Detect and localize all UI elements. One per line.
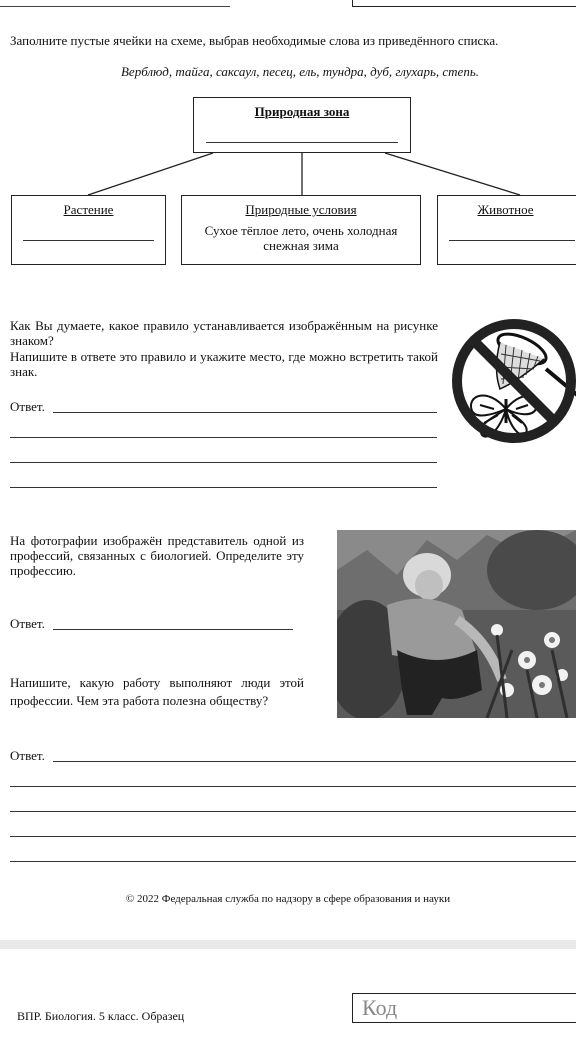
answer-line[interactable] [10, 487, 437, 488]
answer-line[interactable] [53, 761, 576, 762]
scheme-connectors [0, 150, 576, 200]
task-instruction: Заполните пустые ячейки на схеме, выбрав необходимые слова из приведённого списка. [10, 33, 499, 48]
footer-label: ВПР. Биология. 5 класс. Образец [17, 1009, 185, 1023]
answer-line[interactable] [53, 412, 437, 413]
scheme-right-box [437, 195, 576, 265]
answer-line[interactable] [10, 437, 437, 438]
code-field[interactable]: Код [352, 993, 576, 1023]
answer-line[interactable] [10, 861, 576, 862]
scheme-top-box [193, 97, 411, 153]
no-butterfly-catching-sign-icon [448, 309, 576, 457]
question-1-text-2: Напишите в ответе это правило и укажите место, где можно встретить такой знак. [10, 349, 438, 379]
word-list: Верблюд, тайга, саксаул, песец, ель, тундра, дуб, глухарь, степь. [120, 64, 479, 79]
question-1-text: Как Вы думаете, какое правило устанавливается изображённым на рисунке знаком? [10, 318, 438, 348]
question-3-answer-label: Ответ. [10, 748, 45, 763]
question-2-answer-label: Ответ. [10, 616, 45, 631]
question-2-text: На фотографии изображён представитель одной из профессий, связанных с биологией. Определите эту профессию. [10, 533, 304, 578]
scheme-center-text: Сухое тёплое лето, очень холодная снежная зима [204, 223, 398, 253]
previous-box-edge [352, 0, 576, 7]
gardener-photo [337, 530, 576, 718]
scheme-right-title: Животное [477, 202, 534, 217]
question-1-answer-label: Ответ. [10, 399, 45, 414]
question-3-text: Напишите, какую работу выполняют люди этой профессии. Чем эта работа полезна обществу? [10, 675, 304, 708]
scheme-center-box [181, 195, 421, 265]
copyright-notice: © 2022 Федеральная служба по надзору в сфере образования и науки [125, 893, 451, 905]
page-separator [0, 940, 576, 949]
scheme-left-title: Растение [63, 202, 114, 217]
answer-line[interactable] [10, 811, 576, 812]
scheme-right-blank[interactable] [449, 240, 575, 241]
scheme-left-blank[interactable] [23, 240, 154, 241]
answer-line[interactable] [10, 836, 576, 837]
answer-line[interactable] [10, 786, 576, 787]
answer-line[interactable] [10, 462, 437, 463]
scheme-top-blank[interactable] [206, 142, 398, 143]
answer-line[interactable] [53, 629, 293, 630]
previous-answer-line [0, 0, 230, 7]
scheme-top-title: Природная зона [254, 104, 350, 119]
scheme-center-title: Природные условия [245, 202, 357, 217]
scheme-left-box [11, 195, 166, 265]
